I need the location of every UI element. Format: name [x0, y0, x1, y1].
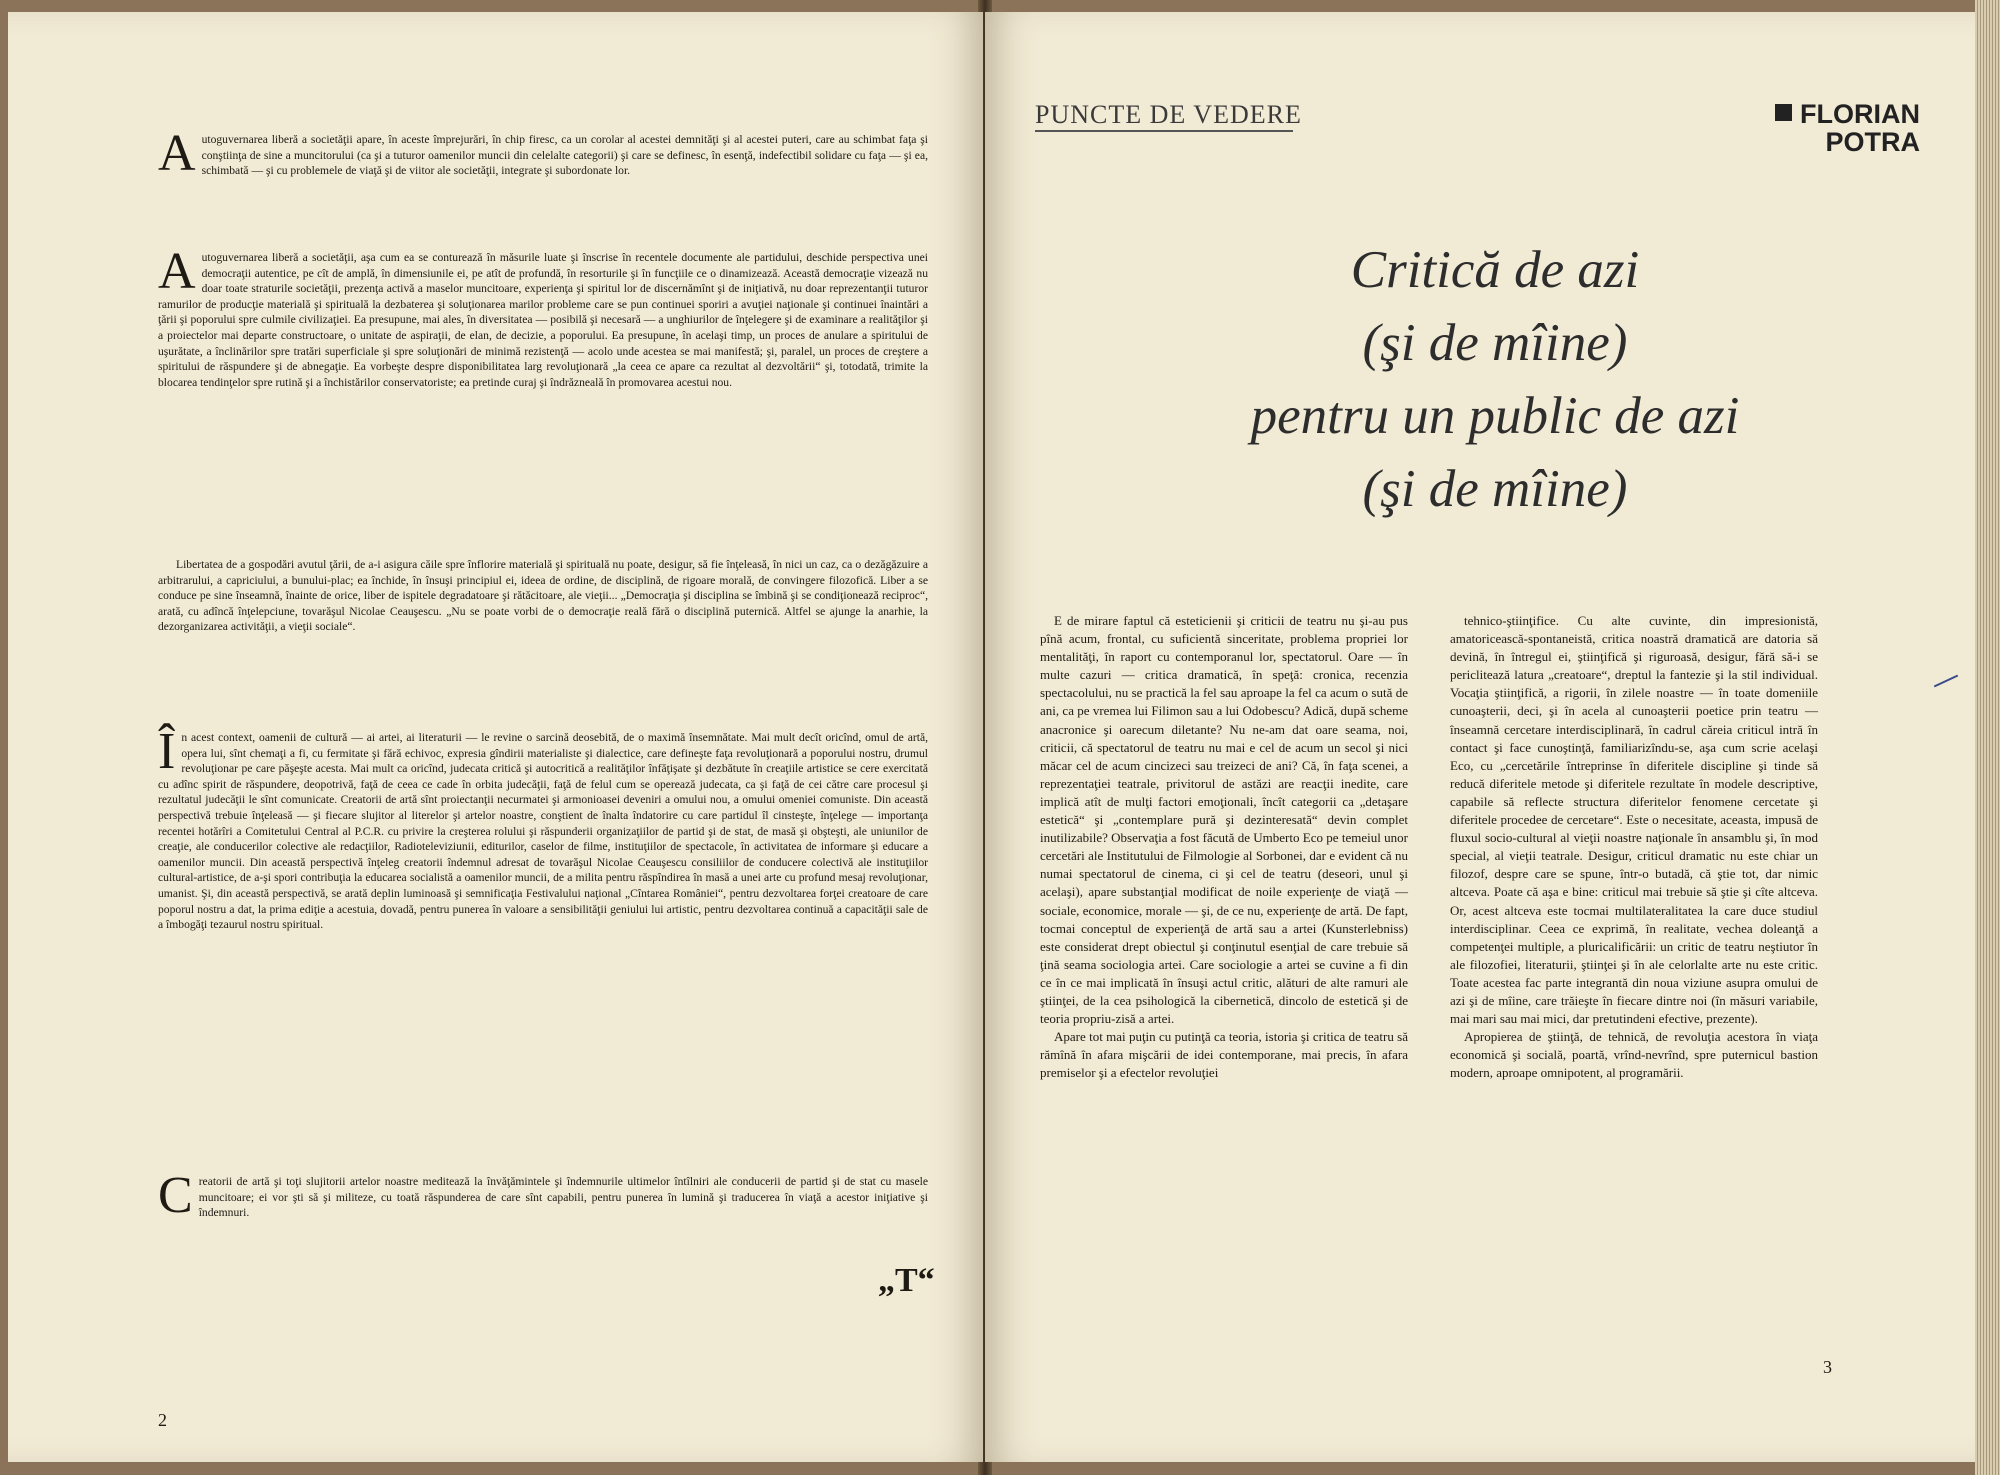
right-page	[985, 12, 1975, 1462]
page-edges	[1975, 0, 2000, 1475]
paragraph-text: utoguvernarea liberă a societăţii apare, în aceste împrejurări, în chip firesc, ca un corolar al acestei demnităţi şi al acestei puteri, care au schimbat faţa şi conştiinţa de sine a muncitorului (ca şi a tuturor oamenilor muncii din celelalte categorii) şi care se definesc, în esenţă, indefectibil solidare cu faţa — şi ea, schimbată — şi cu problemele de viaţă şi de viitor ale societăţii, integrate şi subordonate lor.	[201, 133, 928, 178]
paragraph-text: Apare tot mai puţin cu putinţă ca teoria, istoria şi critica de teatru să rămînă în afara mişcării de idei contemporane, mai precis, în afara premiselor şi a efectelor revoluţiei	[1040, 1029, 1408, 1081]
article-column-2	[1450, 612, 1818, 1082]
signature: „T“	[878, 1262, 935, 1299]
square-bullet-icon	[1775, 104, 1792, 121]
left-page	[8, 12, 983, 1462]
dropcap: A	[158, 243, 196, 300]
left-paragraph-2	[158, 243, 928, 390]
article-column-1	[1040, 612, 1408, 1082]
left-paragraph-3	[158, 557, 928, 635]
article-title	[1135, 234, 1855, 526]
pen-mark	[1934, 675, 1958, 688]
author-last-name: POTRA	[1825, 127, 1920, 157]
author-first-name: FLORIAN	[1800, 99, 1920, 129]
dropcap: C	[158, 1167, 193, 1224]
paragraph-text: E de mirare faptul că esteticienii şi criticii de teatru nu şi-au pus pînă acum, frontal, cu suficientă sinceritate, problema propriei lor mentalităţi, în raport cu contemporanul lor, spectatorul. Oare — în multe cazuri — critica dramatică, în speţă: cronica, recenzia spectacolului, nu se practică la fel sau aproape la fel ca acum o sută de ani, ca pe vremea lui Filimon sau a lui Odobescu? Adică, după scheme anacronice şi oarecum diletante? Nu ne-am dat oare seama, noi, criticii, că spectatorul de teatru nu mai e cel de acum un secol şi nici măcar cel de acum cincizeci sau treizeci de ani? Că, în faţa scenei, a reprezentaţiei teatrale, privitorul de astăzi are reacţii inedite, care implică atît de mulţi factori emoţionali, încît categorii ca „detaşare estetică“ şi „contemplare pură şi dezinteresată“ devin complet inutilizabile? Observaţia a fost făcută de Umberto Eco pe temeiul unor cercetări ale Institutului de Filmologie al Sorbonei, dar e evident că nu numai spectatorul de cinema, ci şi cel de teatru (deseori, unul şi acelaşi), apare substanţial modificat de noile experienţe de viaţă — sociale, economice, morale — şi, de ce nu, experienţe de artă. De fapt, tocmai conceptul de experienţă de artă sau a artei (Kunsterlebniss) este considerat drept obiectul şi conţinutul esenţial de care trebuie să ţină seama sociologia artei. Care sociologie a artei se cuvine a fi din ce în ce mai implicată în însuşi actul critic, alături de alte ramuri ale ştiinţei, de la cea psihologică la cibernetică, dincolo de estetică şi de teoria propriu-zisă a artei.	[1040, 613, 1408, 1027]
left-paragraph-5	[158, 1167, 928, 1224]
paragraph-text: tehnico-ştiinţifice. Cu alte cuvinte, din impresionistă, amatoricească-spontaneistă, critica noastră dramatică are datoria să devină, în întregul ei, ştiinţifică şi riguroasă, desigur, fără să-i se periclitează latura „creatoare“, dreptul la fantezie şi la stil individual. Vocaţia ştiinţifică, a rigorii, în zilele noastre — în toate domeniile cunoaşterii, deci, şi în acela al cunoaşterii poetice prin teatru — înseamnă cercetare interdisciplinară, în cadrul căreia criticul intră în contact şi face cunoştinţă, familiarizîndu-se, aşa cum scrie acelaşi Eco, cu „cercetările întreprinse în diferitele discipline şi tinde să reducă diferitele metode şi diferitele rezultate în modele descriptive, capabile să reflecte structura diferitelor fenomene cercetate şi diferitele procedee de cercetare“. Este o necesitate, aceasta, impusă de fluxul socio-cultural al vieţii noastre naţionale în ansamblu şi, în mod special, al vieţii teatrale. Desigur, criticul dramatic nu este chiar un filozof, despre care se spune, într-o butadă, că ştie tot, dar nimic altceva. Poate că aşa e bine: criticul mai trebuie să ştie şi cîte altceva. Or, acest altceva este tocmai multilateralitatea la care duce studiul interdisciplinar. Ceea ce exprimă, în realitate, vechea doleanţă a competenţei multiple, a pluricalificării: un critic de teatru neştiutor în ale filozofiei, literaturii, ştiinţei şi în ale celorlalte arte nu este critic. Toate acestea fac parte integrantă din noua viziune asupra omului de azi şi de mîine, care trăieşte în fiecare dintre noi (în măsuri variabile, mai mari sau mai mici, dar pretutindeni efective, prezente).	[1450, 613, 1818, 1027]
paragraph-text: utoguvernarea liberă a societăţii, aşa cum ea se conturează în măsurile luate şi înscrise în recentele documente ale partidului, deschide perspectiva unei democraţii autentice, pe cît de amplă, în dimensiunile ei, pe atît de profundă, în resorturile şi în funcţiile ce o dinamizează. Această democraţie vizează nu doar toate straturile societăţii, prezenţa activă a maselor muncitoare, experienţa şi spiritul lor de discernămînt şi de iniţiativă, nu doar reprezentanţii tuturor ramurilor de producţie materială şi spirituală la dezbaterea şi soluţionarea marilor probleme care se pun continuei sporiri a avuţiei naţionale şi continuei înaintări a ţării şi poporului spre culmile civilizaţiei. Ea presupune, mai ales, în diversitatea — posibilă şi necesară — a unghiurilor de înţelegere şi de examinare a realităţilor şi a proiectelor mai departe constructoare, o unitate de aspiraţii, de elan, de decizie, a poporului. Ea presupune, în acelaşi timp, un proces de anulare a spiritului de uşurătate, a înclinărilor spre tratări superficiale şi spre soluţionări de minimă rezistenţă — acolo unde acestea se mai manifestă; şi, paralel, un proces de creştere a spiritului de răspundere şi de abnegaţie. Ea vorbeşte despre disponibilitatea larg revoluţionară „la ceea ce apare ca rezultat al dezvoltării“ şi, totodată, trimite la blocarea tendinţelor spre rutină şi a închistărilor conservatoriste; ea pretinde curaj şi îndrăzneală în promovarea acestui nou.	[158, 251, 928, 389]
dropcap: Î	[158, 723, 176, 780]
section-label: PUNCTE DE VEDERE	[1035, 100, 1302, 129]
title-line: Critică de azi	[1350, 241, 1640, 299]
title-line: (şi de mîine)	[1362, 314, 1628, 372]
paragraph-text: Apropierea de ştiinţă, de tehnică, de revoluţia acestora în viaţa economică şi socială, poartă, vrînd-nevrînd, spre puternicul bastion modern, aproape omnipotent, al programării.	[1450, 1029, 1818, 1081]
paragraph-text: Libertatea de a gospodări avutul ţării, de a-i asigura căile spre înflorire materială şi spirituală nu poate, desigur, să fie înţeleasă, în nici un caz, ca o dezăgăzuire a arbitrarului, a capriciului, a bunului-plac; ea închide, în însuşi principiul ei, ideea de ordine, de disciplină, de rigoare morală, de convingere filozofică. Liber a se conduce pe sine înseamnă, înainte de orice, liber de ispitele degradatoare şi rătăcitoare, ale vieţii... „Democraţia şi disciplina se îmbină şi se condiţionează reciproc“, arată, cu adîncă înţelepciune, tovarăşul Nicolae Ceauşescu. „Nu se poate vorbi de o democraţie reală fără o disciplină puternică. Altfel se ajunge la anarhie, la dezorganizarea activităţii, a vieţii sociale“.	[158, 558, 928, 634]
title-line: (şi de mîine)	[1362, 460, 1628, 518]
paragraph-text: reatorii de artă şi toţi slujitorii artelor noastre meditează la învăţămintele şi îndemnurile ultimelor întîlniri ale conducerii de partid şi de stat cu masele muncitoare; ei vor şti să şi militeze, cu toată răspunderea de care sînt capabili, pentru punerea în lumină şi traducerea în viaţă a acestor iniţiative şi îndemnuri.	[198, 1175, 928, 1220]
section-underline	[1035, 130, 1293, 132]
page-number-left: 2	[158, 1410, 167, 1430]
paragraph-text: n acest context, oamenii de cultură — ai artei, ai literaturii — le revine o sarcină deosebită, de o maximă însemnătate. Mai mult decît oricînd, omul de artă, opera lui, sînt chemaţi a fi, cu fermitate şi fără echivoc, expresia gîndirii materialiste şi dialectice, care defineşte faţa revoluţionară a poporului nostru, drumul revoluţionar pe care păşeşte acesta. Mai mult ca oricînd, judecata critică şi autocritică a realităţilor înfăţişate şi dezbătute în creaţiile artistice se cere exercitată cu adînc spirit de răspundere, deopotrivă, faţă de ceea ce cade în orbita judecăţii, faţă de felul cum se operează judecata, ca şi faţă de cei către care procesul şi rezultatul judecăţii le sînt comunicate. Creatorii de artă sînt proiectanţii necurmatei şi armonioasei deveniri a omului nou, a omului omeniei comuniste. Din această perspectivă trebuie înţeleasă — şi fiecare slujitor al literelor şi artelor noastre, conştient de înalta îndatorire cu care partidul îl cinsteşte, înţelege — importanţa recentei hotărîri a Comitetului Central al P.C.R. cu privire la creşterea rolului şi răspunderii organizaţiilor de partid şi de stat, de masă şi obşteşti, ale uniunilor de creaţie, ale conducerilor colective ale redacţiilor, Radioteleviziunii, editurilor, caselor de filme, instituţiilor de spectacole, în activitatea de informare şi educare a oamenilor muncii. Din această perspectivă înţeleg creatorii îndemnul adresat de tovarăşul Nicolae Ceauşescu consiliilor de conducere colectivă ale instituţiilor cultural-artistice, de a-şi spori contribuţia la educarea socialistă a oamenilor muncii, de a milita pentru răspîndirea în masă a unei arte cu profund mesaj revoluţionar, umanist. Şi, din această perspectivă, se arată deplin luminoasă şi semnificaţia Festivalului naţional „Cîntarea României“, pentru dezvoltarea forţei creatoare de care poporul nostru a dat, la prima ediţie a acestuia, dovadă, pentru punerea în valoare a sensibilităţii geniului lui artistic, pentru dezvoltarea continuă a capacităţii sale de a îmbogăţi tezaurul nostru spiritual.	[158, 731, 928, 932]
dropcap: A	[158, 125, 196, 182]
left-paragraph-4	[158, 723, 928, 933]
page-number-right: 3	[1823, 1357, 1832, 1377]
left-paragraph-1	[158, 125, 928, 182]
author-name	[1650, 100, 1920, 156]
title-line: pentru un public de azi	[1250, 387, 1740, 445]
